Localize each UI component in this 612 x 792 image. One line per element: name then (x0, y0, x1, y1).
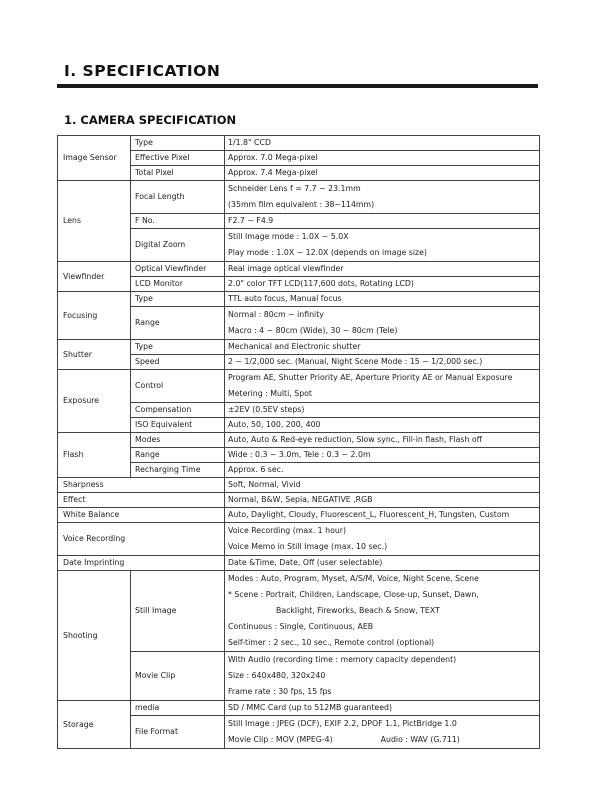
spec-label: LCD Monitor (131, 277, 225, 292)
category-storage: Storage (58, 701, 131, 749)
table-row (58, 355, 540, 370)
table-row (58, 151, 540, 166)
table-row (58, 652, 540, 701)
spec-value: Approx. 7.0 Mega-pixel (225, 151, 540, 166)
category-voice-recording: Voice Recording (58, 523, 225, 556)
spec-label: Still Image (131, 571, 225, 652)
spec-label: Recharging Time (131, 463, 225, 478)
spec-value: Date &Time, Date, Off (user selectable) (225, 556, 540, 571)
table-row (58, 701, 540, 716)
spec-value (225, 307, 540, 340)
table-row (58, 277, 540, 292)
table-row (58, 370, 540, 403)
value-line: Size : 640x480, 320x240 (228, 671, 326, 680)
table-row (58, 181, 540, 214)
spec-label: Type (131, 340, 225, 355)
value-line: * Scene : Portrait, Children, Landscape, Close-up, Sunset, Dawn, (228, 590, 479, 599)
category-viewfinder: Viewfinder (58, 262, 131, 292)
spec-value (225, 370, 540, 403)
table-row (58, 214, 540, 229)
table-row (58, 493, 540, 508)
spec-label: ISO Equivalent (131, 418, 225, 433)
spec-label: Control (131, 370, 225, 403)
category-focusing: Focusing (58, 292, 131, 340)
category-flash: Flash (58, 433, 131, 478)
value-line (228, 732, 539, 748)
table-row (58, 307, 540, 340)
spec-value: Wide : 0.3 ~ 3.0m, Tele : 0.3 ~ 2.0m (225, 448, 540, 463)
category-image-sensor: Image Sensor (58, 136, 131, 181)
spec-value: F2.7 ~ F4.9 (225, 214, 540, 229)
spec-label: Type (131, 292, 225, 307)
table-row (58, 463, 540, 478)
table-row (58, 523, 540, 556)
section-title: Ⅰ. SPECIFICATION (64, 62, 221, 80)
spec-value: Normal, B&W, Sepia, NEGATIVE ,RGB (225, 493, 540, 508)
value-line: With Audio (recording time : memory capacity dependent) (228, 655, 457, 664)
spec-value (225, 229, 540, 262)
table-row (58, 136, 540, 151)
table-row (58, 166, 540, 181)
table-row (58, 508, 540, 523)
table-row (58, 448, 540, 463)
spec-value (225, 571, 540, 652)
spec-value: Soft, Normal, Vivid (225, 478, 540, 493)
spec-label: F No. (131, 214, 225, 229)
spec-value: Mechanical and Electronic shutter (225, 340, 540, 355)
spec-label: File Format (131, 716, 225, 749)
spec-value: Auto, Daylight, Cloudy, Fluorescent_L, Fluorescent_H, Tungsten, Custom (225, 508, 540, 523)
spec-label: Compensation (131, 403, 225, 418)
value-line: Play mode : 1.0X ~ 12.0X (depends on image size) (228, 248, 427, 257)
spec-label: Focal Length (131, 181, 225, 214)
title-underline (57, 84, 538, 88)
spec-value: 2 ~ 1/2,000 sec. (Manual, Night Scene Mode : 15 ~ 1/2,000 sec.) (225, 355, 540, 370)
spec-label: Modes (131, 433, 225, 448)
value-line: Continuous : Single, Continuous, AEB (228, 622, 374, 631)
spec-label: Optical Viewfinder (131, 262, 225, 277)
spec-value (225, 652, 540, 701)
value-line: Still Image : JPEG (DCF), EXIF 2.2, DPOF 1.1, PictBridge 1.0 (228, 719, 457, 728)
spec-value: 1/1.8" CCD (225, 136, 540, 151)
value-line: Still Image mode : 1.0X ~ 5.0X (228, 232, 349, 241)
table-row (58, 229, 540, 262)
table-row (58, 418, 540, 433)
table-row (58, 292, 540, 307)
camera-spec-table (57, 135, 540, 749)
value-line: Self-timer : 2 sec., 10 sec., Remote control (optional) (228, 638, 435, 647)
spec-value: Approx. 7.4 Mega-pixel (225, 166, 540, 181)
table-row (58, 478, 540, 493)
value-line: (35mm film equivalent : 38~114mm) (228, 200, 375, 209)
spec-value: 2.0" color TFT LCD(117,600 dots, Rotating LCD) (225, 277, 540, 292)
spec-label: Range (131, 448, 225, 463)
spec-label: Total Pixel (131, 166, 225, 181)
category-shooting: Shooting (58, 571, 131, 701)
spec-value: Approx. 6 sec. (225, 463, 540, 478)
value-line: Metering : Multi, Spot (228, 389, 312, 398)
category-white-balance: White Balance (58, 508, 225, 523)
audio-format: Audio : WAV (G.711) (380, 735, 460, 744)
value-line: Normal : 80cm ~ infinity (228, 310, 324, 319)
spec-value: TTL auto focus, Manual focus (225, 292, 540, 307)
category-lens: Lens (58, 181, 131, 262)
category-shutter: Shutter (58, 340, 131, 370)
category-exposure: Exposure (58, 370, 131, 433)
spec-label: Type (131, 136, 225, 151)
value-line: Voice Memo in Still Image (max. 10 sec.) (228, 542, 388, 551)
spec-label: Digital Zoom (131, 229, 225, 262)
spec-label: Speed (131, 355, 225, 370)
value-line: Program AE, Shutter Priority AE, Aperture Priority AE or Manual Exposure (228, 373, 513, 382)
spec-label: Range (131, 307, 225, 340)
spec-label: Effective Pixel (131, 151, 225, 166)
value-line: Schneider Lens f = 7.7 ~ 23.1mm (228, 184, 361, 193)
spec-label: media (131, 701, 225, 716)
movie-format: Movie Clip : MOV (MPEG-4) (228, 735, 333, 744)
spec-value: Auto, Auto & Red-eye reduction, Slow sync., Fill-in flash, Flash off (225, 433, 540, 448)
table-row (58, 571, 540, 652)
value-line: Modes : Auto, Program, Myset, A/S/M, Voice, Night Scene, Scene (228, 574, 479, 583)
value-line: Voice Recording (max. 1 hour) (228, 526, 347, 535)
value-line: Backlight, Fireworks, Beach & Snow, TEXT (276, 606, 440, 615)
spec-label: Movie Clip (131, 652, 225, 701)
subsection-title: 1. CAMERA SPECIFICATION (64, 113, 237, 127)
category-date-imprinting: Date Imprinting (58, 556, 225, 571)
value-line: Macro : 4 ~ 80cm (Wide), 30 ~ 80cm (Tele) (228, 326, 398, 335)
spec-value (225, 716, 540, 749)
table-row (58, 556, 540, 571)
table-row (58, 716, 540, 749)
category-sharpness: Sharpness (58, 478, 225, 493)
spec-value: SD / MMC Card (up to 512MB guaranteed) (225, 701, 540, 716)
spec-value: Real image optical viewfinder (225, 262, 540, 277)
spec-value: ±2EV (0.5EV steps) (225, 403, 540, 418)
value-line: Frame rate : 30 fps, 15 fps (228, 687, 332, 696)
table-row (58, 433, 540, 448)
table-row (58, 340, 540, 355)
category-effect: Effect (58, 493, 225, 508)
spec-value (225, 523, 540, 556)
spec-value: Auto, 50, 100, 200, 400 (225, 418, 540, 433)
table-row (58, 403, 540, 418)
table-row (58, 262, 540, 277)
spec-value (225, 181, 540, 214)
